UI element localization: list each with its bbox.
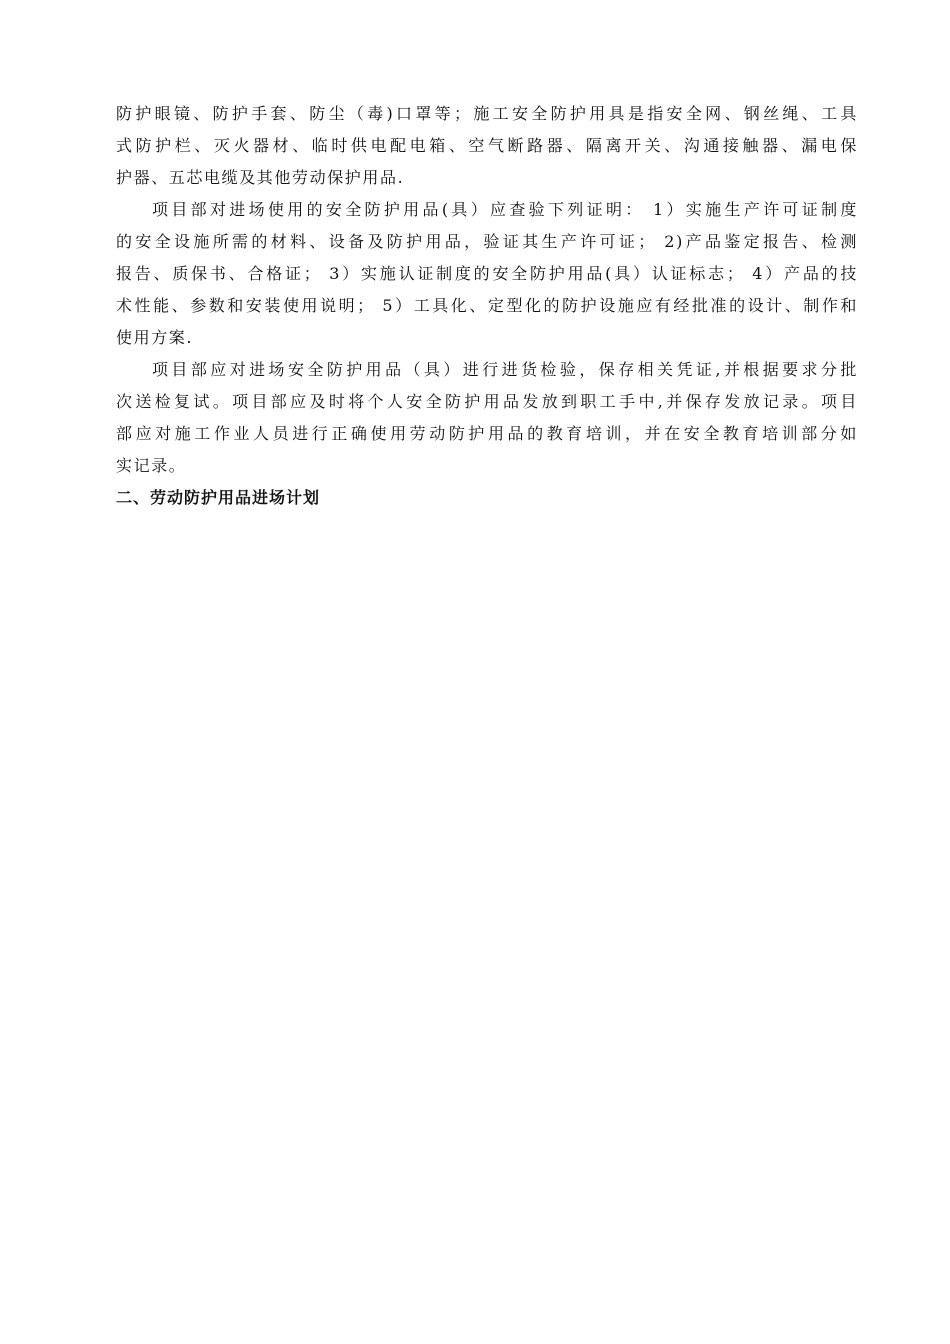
- paragraph-inspection-certificates: [116, 194, 858, 354]
- document-page: [116, 98, 858, 514]
- section-heading: 二、劳动防护用品进场计划: [116, 488, 321, 507]
- paragraph-incoming-inspection: [116, 354, 858, 482]
- text-line: 式防护栏、灭火器材、临时供电配电箱、空气断路器、隔离开关、沟通接触器、漏电保: [116, 136, 858, 155]
- text-line: 实记录。: [116, 456, 187, 475]
- text-line: 防护眼镜、防护手套、防尘（毒)口罩等；施工安全防护用具是指安全网、钢丝绳、工具: [116, 104, 858, 123]
- paragraph-ppe-definition: [116, 98, 858, 194]
- text-line: 报告、质保书、合格证； 3）实施认证制度的安全防护用品(具）认证标志； 4）产品的技: [116, 264, 858, 283]
- text-line: 次送检复试。项目部应及时将个人安全防护用品发放到职工手中,并保存发放记录。项目: [116, 392, 858, 411]
- text-line: 的安全设施所需的材料、设备及防护用品，验证其生产许可证； 2)产品鉴定报告、检测: [116, 232, 858, 251]
- text-line: 项目部应对进场安全防护用品（具）进行进货检验，保存相关凭证,并根据要求分批: [152, 360, 858, 379]
- text-line: 部应对施工作业人员进行正确使用劳动防护用品的教育培训，并在安全教育培训部分如: [116, 424, 858, 443]
- text-line: 项目部对进场使用的安全防护用品(具）应查验下列证明： 1）实施生产许可证制度: [152, 200, 858, 219]
- text-line: 护器、五芯电缆及其他劳动保护用品.: [116, 168, 405, 187]
- text-line: 使用方案.: [116, 328, 194, 347]
- text-line: 术性能、参数和安装使用说明； 5）工具化、定型化的防护设施应有经批准的设计、制作和: [116, 296, 858, 315]
